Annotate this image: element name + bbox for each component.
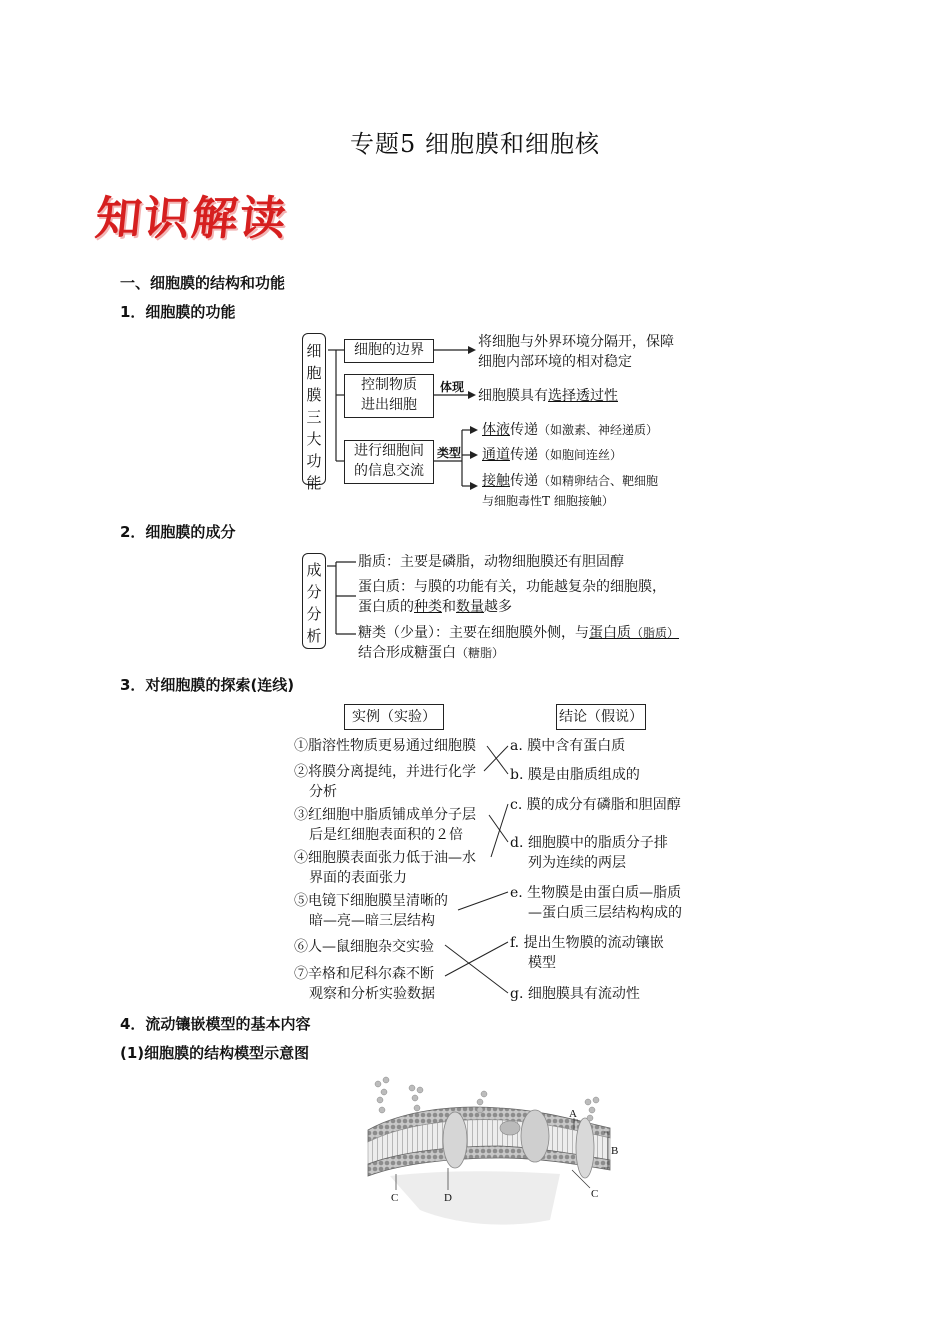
conclusion-f-cont: 模型	[528, 955, 556, 971]
example-5: ⑤电镜下细胞膜呈清晰的	[294, 893, 448, 909]
boundary-desc-1: 将细胞与外界环境分隔开，保障	[478, 334, 674, 350]
communication-line-1: 进行细胞间	[354, 443, 424, 459]
subheading-function: 1．细胞膜的功能	[120, 303, 236, 321]
embody-tag: 体现	[440, 380, 465, 394]
protein-line-1: 蛋白质：与膜的功能有关，功能越复杂的细胞膜，	[358, 579, 666, 595]
conclusion-f: f. 提出生物膜的流动镶嵌	[510, 935, 664, 951]
boundary-box: 细胞的边界	[344, 339, 434, 363]
communication-type-3-note: 与细胞毒性T 细胞接触）	[482, 494, 614, 508]
subheading-structure-diagram: (1)细胞膜的结构模型示意图	[120, 1044, 310, 1062]
communication-type-1: 体液传递（如激素、神经递质）	[482, 422, 659, 438]
conclusion-b: b. 膜是由脂质组成的	[510, 767, 640, 783]
label-a: A	[569, 1108, 577, 1120]
example-1: ①脂溶性物质更易通过细胞膜	[294, 738, 476, 754]
example-5-cont: 暗—亮—暗三层结构	[309, 913, 435, 929]
example-7-cont: 观察和分析实验数据	[309, 986, 435, 1002]
control-line-1: 控制物质	[361, 377, 417, 393]
communication-type-2: 通道传递（如胞间连丝）	[482, 447, 623, 463]
conclusion-a: a. 膜中含有蛋白质	[510, 738, 626, 754]
root-char: 膜	[306, 386, 322, 404]
root-char: 大	[306, 430, 322, 448]
conclusion-d: d. 细胞膜中的脂质分子排	[510, 835, 668, 851]
membrane-model-illustration	[360, 1070, 630, 1230]
conclusion-e: e. 生物膜是由蛋白质—脂质	[510, 885, 682, 901]
page-title: 专题5 细胞膜和细胞核	[350, 130, 600, 158]
root-char: 分	[306, 605, 322, 623]
root-char: 析	[306, 627, 322, 645]
label-c-left: C	[391, 1192, 399, 1204]
section-banner: 知识解读	[92, 191, 291, 245]
section-heading: 一、细胞膜的结构和功能	[120, 274, 286, 292]
communication-line-2: 的信息交流	[354, 463, 424, 479]
examples-header: 实例（实验）	[344, 704, 444, 730]
sugar-line-1: 糖类（少量）：主要在细胞膜外侧，与蛋白质（脂质）	[358, 625, 680, 641]
subheading-composition: 2．细胞膜的成分	[120, 523, 236, 541]
protein-line-2: 蛋白质的种类和数量越多	[358, 599, 512, 615]
control-result: 细胞膜具有选择透过性	[478, 388, 618, 404]
root-char: 功	[306, 452, 322, 470]
root-char: 成	[306, 561, 322, 579]
conclusion-g: g. 细胞膜具有流动性	[510, 986, 640, 1002]
root-char: 能	[306, 474, 322, 492]
example-4: ④细胞膜表面张力低于油—水	[294, 850, 476, 866]
conclusion-c: c. 膜的成分有磷脂和胆固醇	[510, 797, 681, 813]
subheading-fluid-mosaic: 4．流动镶嵌模型的基本内容	[120, 1015, 311, 1033]
root-char: 三	[306, 408, 322, 426]
example-2: ②将膜分离提纯，并进行化学	[294, 764, 476, 780]
root-char: 细	[306, 342, 322, 360]
example-4-cont: 界面的表面张力	[309, 870, 407, 886]
lipid-line: 脂质：主要是磷脂，动物细胞膜还有胆固醇	[358, 554, 624, 570]
boundary-desc-2: 细胞内部环境的相对稳定	[478, 354, 632, 370]
label-d: D	[444, 1192, 452, 1204]
root-char: 分	[306, 583, 322, 601]
example-3-cont: 后是红细胞表面积的２倍	[309, 827, 463, 843]
example-2-cont: 分析	[309, 784, 337, 800]
communication-type-3: 接触传递（如精卵结合、靶细胞	[482, 473, 659, 489]
conclusion-d-cont: 列为连续的两层	[528, 855, 626, 871]
key-term: 选择透过性	[548, 388, 618, 404]
label-b: B	[611, 1145, 619, 1157]
label-c-right: C	[591, 1188, 599, 1200]
conclusions-header: 结论（假说）	[556, 704, 646, 730]
conclusion-e-cont: —蛋白质三层结构构成的	[528, 905, 682, 921]
sugar-line-2: 结合形成糖蛋白（糖脂）	[358, 645, 505, 661]
type-tag: 类型	[437, 446, 462, 460]
root-char: 胞	[306, 364, 322, 382]
control-line-2: 进出细胞	[361, 397, 417, 413]
example-7: ⑦辛格和尼科尔森不断	[294, 966, 434, 982]
subheading-exploration: 3．对细胞膜的探索(连线)	[120, 676, 295, 694]
example-3: ③红细胞中脂质铺成单分子层	[294, 807, 476, 823]
example-6: ⑥人—鼠细胞杂交实验	[294, 939, 434, 955]
